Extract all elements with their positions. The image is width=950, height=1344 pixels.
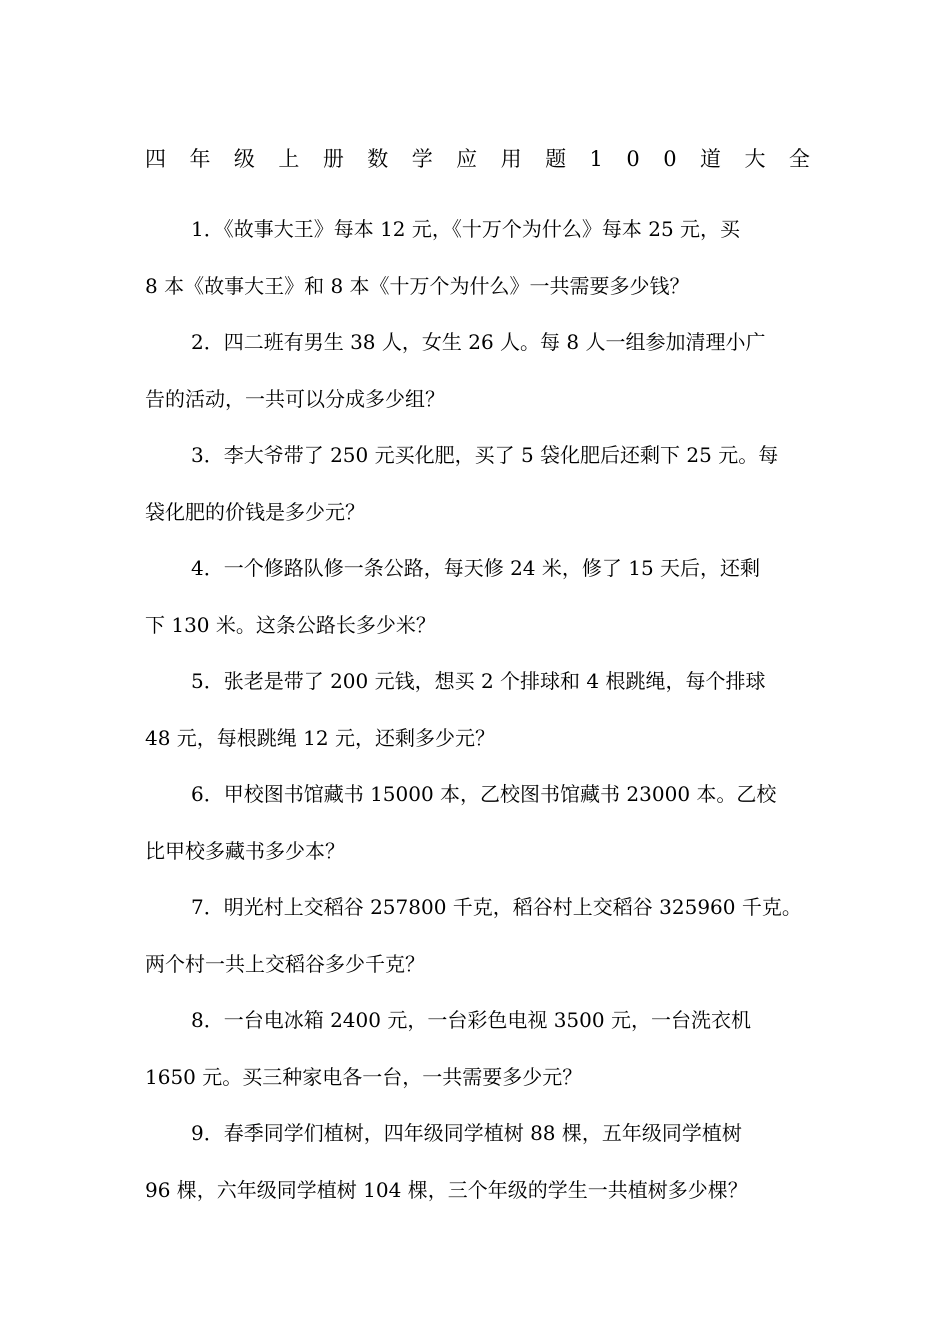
problem-line: 比甲校多藏书多少本？ — [145, 839, 345, 863]
problem-line: 1650 元。买三种家电各一台，一共需要多少元？ — [145, 1065, 583, 1089]
problem-line: 48 元，每根跳绳 12 元，还剩多少元？ — [145, 726, 495, 750]
page-title — [145, 142, 810, 176]
problem-line: 下 130 米。这条公路长多少米？ — [145, 613, 436, 637]
title-char: 级 — [233, 147, 255, 171]
problem-item — [145, 1116, 810, 1229]
title-char: 1 — [589, 147, 603, 171]
title-char: 全 — [788, 147, 810, 171]
problem-line: 3．李大爷带了 250 元买化肥，买了 5 袋化肥后还剩下 25 元。每 — [191, 443, 779, 467]
problem-line: 96 棵，六年级同学植树 104 棵，三个年级的学生一共植树多少棵？ — [145, 1178, 748, 1202]
title-char: 年 — [189, 147, 211, 171]
problem-line: 4．一个修路队修一条公路，每天修 24 米，修了 15 天后，还剩 — [191, 556, 761, 580]
title-char: 数 — [367, 147, 389, 171]
problem-item — [145, 212, 810, 325]
title-char: 用 — [500, 147, 522, 171]
problem-item — [145, 777, 810, 890]
problem-item — [145, 1003, 810, 1116]
problem-line: 两个村一共上交稻谷多少千克？ — [145, 952, 425, 976]
problem-item — [145, 438, 810, 551]
problem-item — [145, 325, 810, 438]
title-char: 题 — [545, 147, 567, 171]
problem-line: 告的活动，一共可以分成多少组？ — [145, 387, 445, 411]
problem-line: 7．明光村上交稻谷 257800 千克，稻谷村上交稻谷 325960 千克。 — [191, 895, 802, 919]
problem-line: 袋化肥的价钱是多少元？ — [145, 500, 365, 524]
title-char: 大 — [744, 147, 766, 171]
problem-line: 9．春季同学们植树，四年级同学植树 88 棵，五年级同学植树 — [191, 1121, 742, 1145]
problem-line: 2．四二班有男生 38 人，女生 26 人。每 8 人一组参加清理小广 — [191, 330, 766, 354]
problem-list — [145, 212, 810, 1229]
title-char: 四 — [145, 147, 166, 171]
problem-item — [145, 664, 810, 777]
problem-line: 5．张老是带了 200 元钱，想买 2 个排球和 4 根跳绳，每个排球 — [191, 669, 766, 693]
title-char: 0 — [626, 147, 640, 171]
problem-item — [145, 890, 810, 1003]
problem-line: 1．《故事大王》每本 12 元，《十万个为什么》每本 25 元，买 — [191, 217, 741, 241]
title-char: 道 — [700, 147, 722, 171]
title-char: 上 — [278, 147, 300, 171]
title-char: 0 — [663, 147, 677, 171]
problem-line: 6．甲校图书馆藏书 15000 本，乙校图书馆藏书 23000 本。乙校 — [191, 782, 777, 806]
title-char: 应 — [456, 147, 478, 171]
problem-line: 8 本《故事大王》和 8 本《十万个为什么》一共需要多少钱？ — [145, 274, 690, 298]
title-char: 册 — [322, 147, 344, 171]
problem-line: 8．一台电冰箱 2400 元，一台彩色电视 3500 元，一台洗衣机 — [191, 1008, 751, 1032]
problem-item — [145, 551, 810, 664]
title-char: 学 — [411, 147, 433, 171]
